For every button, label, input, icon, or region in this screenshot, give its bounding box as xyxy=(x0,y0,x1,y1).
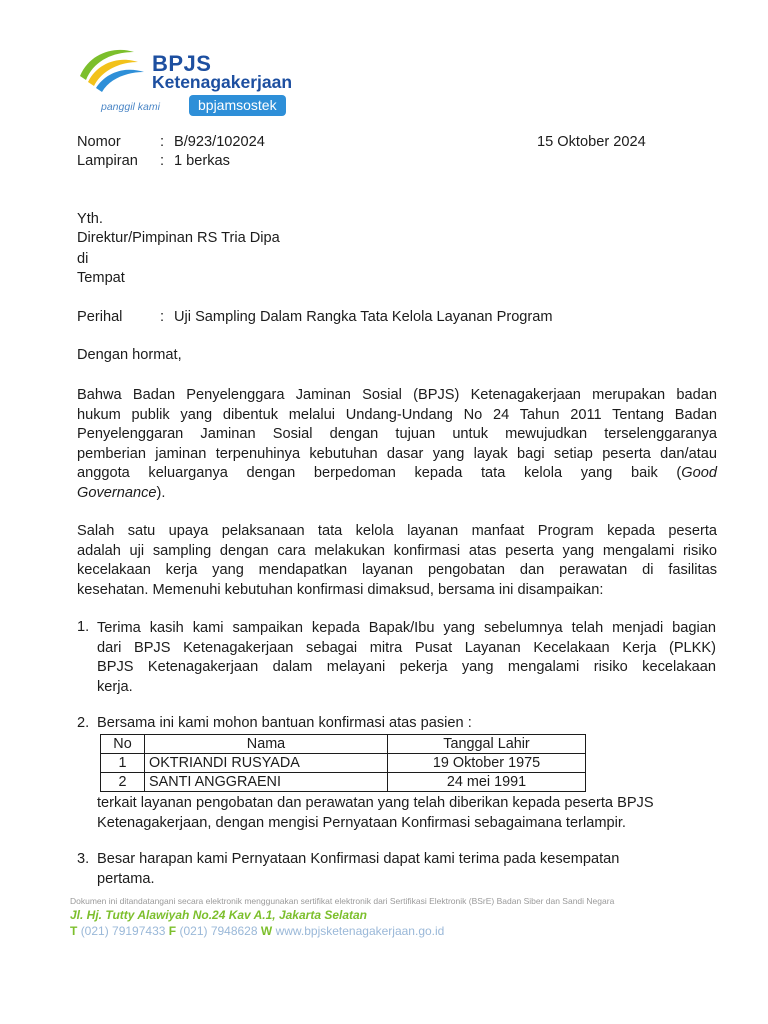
nomor-label: Nomor xyxy=(77,134,121,150)
brand-subname: Ketenagakerjaan xyxy=(152,72,293,92)
table-row xyxy=(101,754,586,773)
item3-line1: Besar harapan kami Pernyataan Konfirmasi dapat kami terima pada kesempatan xyxy=(97,851,620,867)
para1-line: pemberian jaminan terpenuhinya kebutuhan dasar yang layak bagi setiap peserta dan/atau xyxy=(77,445,717,462)
item1-line: dari BPJS Ketenagakerjaan sebagai mitra Pusat Layanan Kecelakaan Kerja (PLKK) xyxy=(97,639,716,656)
fax-key: F xyxy=(168,924,177,938)
item1-number: 1. xyxy=(77,619,90,635)
paragraph-purpose xyxy=(77,522,717,600)
fax-value: (021) 7948628 xyxy=(179,924,258,938)
para2-line: kecelakaan kerja yang mendapatkan layanan pengobatan dan perawatan di fasilitas xyxy=(77,562,717,579)
lampiran-value: 1 berkas xyxy=(174,153,230,169)
subject-colon: : xyxy=(160,309,165,325)
item2-after-line2: Ketenagakerjaan, dengan mengisi Pernyataan Konfirmasi sebagaimana terlampir. xyxy=(97,815,626,831)
recipient-di: di xyxy=(77,251,89,267)
footer-address: Jl. Hj. Tutty Alawiyah No.24 Kav A.1, Jakarta Selatan xyxy=(70,908,368,922)
brand-name: BPJS xyxy=(152,51,212,76)
tagline-prefix: panggil kami xyxy=(101,101,160,113)
web-link[interactable]: www.bpjsketenagakerjaan.go.id xyxy=(275,924,445,938)
item2-number: 2. xyxy=(77,715,90,731)
greeting: Dengan hormat, xyxy=(77,347,182,363)
item3-line2: pertama. xyxy=(97,871,155,887)
item1-line: BPJS Ketenagakerjaan dalam melayani pekerja yang mengalami risiko kecelakaan xyxy=(97,659,716,676)
para2-line: kesehatan. Memenuhi kebutuhan konfirmasi dimaksud, bersama ini disampaikan: xyxy=(77,581,604,598)
paragraph-intro xyxy=(77,386,717,504)
para1-line: Bahwa Badan Penyelenggara Jaminan Sosial (BPJS) Ketenagakerjaan merupakan badan xyxy=(77,387,717,403)
letter-date: 15 Oktober 2024 xyxy=(537,134,646,150)
table-header: Nama xyxy=(145,735,388,754)
table-cell: OKTRIANDI RUSYADA xyxy=(145,754,388,773)
recipient-name: Direktur/Pimpinan RS Tria Dipa xyxy=(77,230,280,246)
phone-value: (021) 79197433 xyxy=(80,924,166,938)
item1-body xyxy=(97,619,716,697)
table-cell: 19 Oktober 1975 xyxy=(388,754,586,773)
lampiran-colon: : xyxy=(160,153,165,169)
esign-note: Dokumen ini ditandatangani secara elektronik menggunakan sertifikat elektronik dari Sertifikasi Elektronik (BSrE) Badan Siber dan Sandi Negara xyxy=(70,896,615,906)
table-cell: 2 xyxy=(101,773,145,792)
recipient-place: Tempat xyxy=(77,270,125,286)
footer-contact xyxy=(70,924,444,938)
para1-line: Governance). xyxy=(77,484,166,501)
para2-line: adalah uji sampling dengan cara melakukan konfirmasi atas peserta yang mengalami risiko xyxy=(77,542,717,559)
item1-line: kerja. xyxy=(97,678,133,695)
subject-text: Uji Sampling Dalam Rangka Tata Kelola Layanan Program xyxy=(174,309,553,325)
item3-number: 3. xyxy=(77,851,90,867)
phone-key: T xyxy=(70,924,78,938)
nomor-colon: : xyxy=(160,134,165,150)
web-key: W xyxy=(260,924,273,938)
lampiran-label: Lampiran xyxy=(77,153,138,169)
table-cell: SANTI ANGGRAENI xyxy=(145,773,388,792)
table-header: No xyxy=(101,735,145,754)
table-header: Tanggal Lahir xyxy=(388,735,586,754)
nomor-value: B/923/102024 xyxy=(174,134,265,150)
para1-line: hukum publik yang dibentuk melalui Undang-Undang No 24 Tahun 2011 Tentang Badan xyxy=(77,406,717,423)
recipient-salutation: Yth. xyxy=(77,211,103,227)
item1-line: Terima kasih kami sampaikan kepada Bapak/Ibu yang sebelumnya telah menjadi bagian xyxy=(97,620,716,636)
para2-line: Salah satu upaya pelaksanaan tata kelola layanan manfaat Program kepada peserta xyxy=(77,523,717,539)
table-cell: 1 xyxy=(101,754,145,773)
item2-intro: Bersama ini kami mohon bantuan konfirmasi atas pasien : xyxy=(97,715,472,731)
patient-table xyxy=(100,734,586,792)
tagline-pill: bpjamsostek xyxy=(189,95,286,116)
subject-label: Perihal xyxy=(77,309,123,325)
table-cell: 24 mei 1991 xyxy=(388,773,586,792)
para1-line: Penyelenggaran Jaminan Sosial dengan tujuan untuk mewujudkan terselenggaranya xyxy=(77,426,717,443)
bpjs-logo-icon xyxy=(76,46,156,92)
item2-after-line1: terkait layanan pengobatan dan perawatan yang telah diberikan kepada peserta BPJS xyxy=(97,795,654,811)
para1-line: anggota keluarganya dengan berpedoman kepada tata kelola yang baik (Good xyxy=(77,465,717,482)
table-row xyxy=(101,773,586,792)
table-header-row xyxy=(101,735,586,754)
